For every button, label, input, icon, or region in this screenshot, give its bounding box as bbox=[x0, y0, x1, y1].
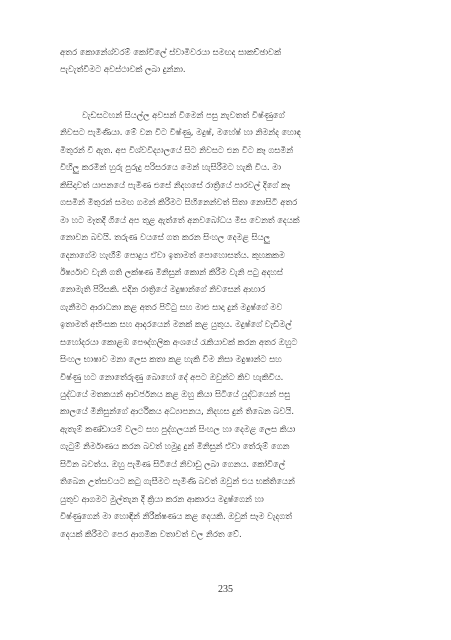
main-paragraph bbox=[60, 107, 401, 543]
text-line: නොමැති පිරිසකි. එදින රාත්‍රියේ මදුෂාන්ගේ නිවසෙන් ආහාර bbox=[60, 284, 266, 295]
text-line: ඊර්ෂ්‍යාව වැනි ගති ලක්ෂණ මිනිසුන් කොන් කිරීම වැනි පටු අදහස් bbox=[60, 266, 283, 277]
text-line: කාලයේ මිනිසුන්ගේ ආර්ථිකය අධ්‍යාපනය, නිදහස දුන් තිබෙන බවයි. bbox=[60, 406, 294, 417]
text-line: සිංහල භාෂාව මනා ලෙස කතා කළ හැකි වීම නිසා මදුෂාන්ට සහ bbox=[60, 354, 282, 365]
text-line: ගසමින් මිතුරන් සමඟ ගමන් කිරීමට සිහිනෙන්වත් සිතා නොසිටි අතර bbox=[60, 197, 298, 208]
text-line: වැඩසටහන් සියල්ල අවසන් වීමෙන් පසු නැවතත් විෂ්ණුගේ bbox=[82, 110, 285, 120]
text-line: අතර කොනේශ්වරම් කෝවිලේ ස්වාමිවරයා සමඟද සාකච්ඡාවක් bbox=[60, 47, 281, 57]
text-line: දෙයක් කිරීමට පෙර ආගමික වතාවත් වල නිරත වේ. bbox=[60, 528, 242, 539]
text-line: ඇතැම් කණ්ඩායම් වලට සහ පුද්ගලයන් සිංහල හා දෙමළ ලෙස කියා bbox=[60, 423, 296, 434]
text-line: විහිලු කරමින් හුරු පුරුදු පරිසරයෙ මෙන් හැසිරීමට හැකි විය. මා bbox=[60, 162, 281, 173]
text-line: ඉතාමත් අභිංසක සහ ආදරයෙන් මනක් කළ යුතුය. මදුෂ්ගේ වැඩිමල් bbox=[60, 319, 292, 330]
text-line: ගැනීමට ආරාධනා කළ අතර පිට්ටු සහ මාළු සාදා දුන් මදුෂ්ගේ මව bbox=[60, 301, 283, 312]
text-line: විෂ්ණු හට නොතේරුණු බොහෝ දේ අපට ඔවුන්ට කිව හැකිවිය. bbox=[60, 371, 284, 382]
text-line: නිවසට පැමිණියා. මේ වන විට විෂ්ණු, මදුෂ්, මහේෂ් හා නිමන්ද හොඳ bbox=[60, 127, 301, 138]
text-line: කිසිදාවත් යාපනයේ පැමිණ එසේ නිදහසේ රාත්‍රියේ පාරවල් දිගේ කෑ bbox=[60, 179, 291, 190]
text-line: ගැටුම් නිර්මාණය කරන බවත් හමුදු දුන් මිනිසුන් ඒවා තේරුම් ගෙන bbox=[60, 441, 290, 452]
text-line: විෂ්ණුගෙන් මා හොඳින් නිරීක්ෂණය කළ දෙයකි. ඔවුන් සෑම වැදගත් bbox=[60, 511, 292, 522]
text-line: සිටින බවත්ය. ඔහු පැමිණ සිටියේ නිවාඩු ලබා ගෙනය. කෝවිලේ bbox=[60, 458, 286, 469]
text-line: සහෝදරයා කොළඹ පෞද්ගලික අංශයේ රැකියාවක් කරන අතර ඔහුට bbox=[60, 336, 298, 347]
page-number: 235 bbox=[218, 584, 233, 595]
intro-paragraph bbox=[60, 44, 401, 79]
text-line: යුතුව ආගමට මුල්තැන දී ක්‍රියා කරන ආකාරය මදුෂ්ගෙන් හා bbox=[60, 493, 264, 504]
text-line: තිබෙන උත්සවයට කටු ගැසීමට පැමිණි බවත් ඔවුන් එය භක්තියෙන් bbox=[60, 476, 295, 487]
text-line: දෙනාගේම හැඟීම් පොදුය ඒවා ඉතාමත් පොහොසත්ය. කුහකකම bbox=[60, 249, 285, 260]
text-line: නොවන බවයි. තරුණ වයසේ ගත කරන සිංහල දෙමළ සියලු bbox=[60, 232, 270, 243]
text-line: යුද්ධයේ මතකයන් ආවර්ජනය කළ ඔහු කියා සිටියේ යුද්ධයෙන් පසු bbox=[60, 389, 291, 399]
text-line: මා හට මෑතදී ගියේ අප තුළ ඇත්තේ අනවබෝධය මිස වෙනත් දෙයක් bbox=[60, 214, 300, 225]
text-line: මිතුරන් වී ඇත. අප විශ්වවිද්‍යාලයේ සිට නිවසට එන විට කෑ ගසමින් bbox=[60, 144, 294, 155]
text-line: පැවැත්වීමට අවස්ථාවක් ලබා දුන්නා. bbox=[60, 64, 186, 75]
